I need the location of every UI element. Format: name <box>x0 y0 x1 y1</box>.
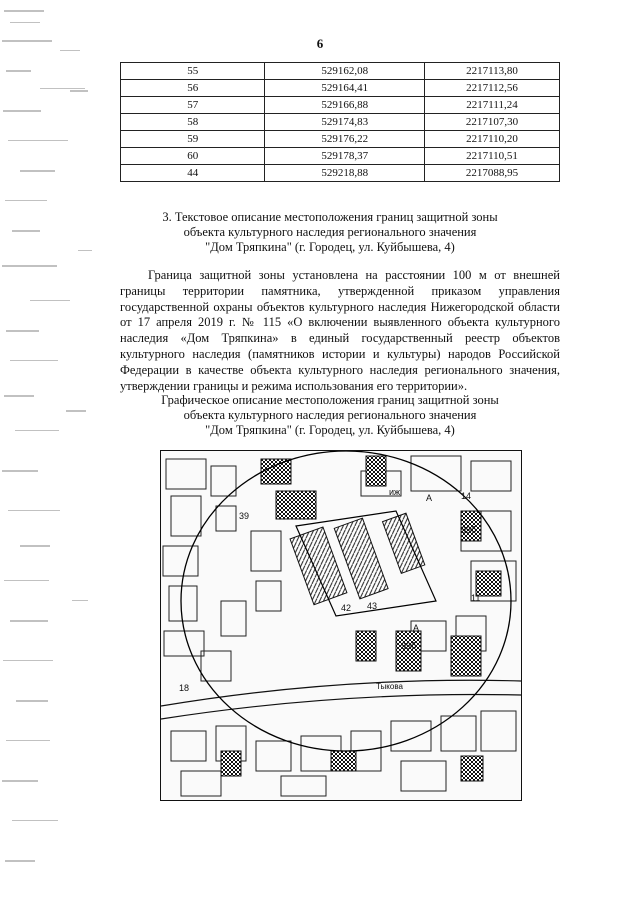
graphic-heading-line: объекта культурного наследия регионального значения <box>183 408 477 422</box>
x-coordinate-cell: 529174,83 <box>265 114 425 131</box>
y-coordinate-cell: 2217113,80 <box>425 63 560 80</box>
street-name-label: Тыкова <box>376 682 403 691</box>
cadastral-map-drawing <box>161 451 521 800</box>
table-row <box>121 131 560 148</box>
map-label-number: 99б <box>401 641 417 651</box>
map-point-label: 39 <box>239 511 250 521</box>
scan-speckles <box>2 10 92 862</box>
street-band <box>161 680 521 719</box>
protection-zone-map <box>160 450 522 801</box>
table-row <box>121 97 560 114</box>
point-number-cell: 56 <box>121 80 265 97</box>
map-label-number: 99б <box>461 525 477 535</box>
map-label-izh: иж <box>389 487 401 497</box>
point-number-cell: 57 <box>121 97 265 114</box>
table-row <box>121 63 560 80</box>
scan-edge-noise <box>0 0 110 905</box>
x-coordinate-cell: 529178,37 <box>265 148 425 165</box>
table-row <box>121 148 560 165</box>
section-3-heading-line: "Дом Тряпкина" (г. Городец, ул. Куйбышева, 4) <box>205 240 455 254</box>
page-number: 6 <box>316 36 324 51</box>
boundary-description-paragraph: Граница защитной зоны установлена на расстоянии 100 м от внешней границы территории памятника, утвержденной приказом управления государственной охраны объектов культурного наследия Нижегородской области от 17 апреля 2019 г. № 115 «О включении выявленного объекта культурного наследия «Дом Тряпкина» в единый государственный реестр объектов культурного наследия (памятников истории и культуры) народов Российской Федерации в качестве объекта культурного наследия регионального значения, утверждении границы и режима использования его территории». <box>120 268 560 393</box>
point-number-cell: 55 <box>121 63 265 80</box>
section-3-heading <box>130 210 530 255</box>
map-point-label: 18 <box>179 683 190 693</box>
map-point-label: 11 <box>471 593 481 603</box>
x-coordinate-cell: 529166,88 <box>265 97 425 114</box>
map-point-label: 14 <box>461 491 472 501</box>
x-coordinate-cell: 529164,41 <box>265 80 425 97</box>
table-row <box>121 114 560 131</box>
y-coordinate-cell: 2217111,24 <box>425 97 560 114</box>
graphic-description-heading <box>130 393 530 438</box>
section-3-heading-line: 3. Текстовое описание местоположения границ защитной зоны <box>162 210 498 224</box>
section-3-heading-line: объекта культурного наследия регионального значения <box>183 225 477 239</box>
y-coordinate-cell: 2217112,56 <box>425 80 560 97</box>
y-coordinate-cell: 2217110,51 <box>425 148 560 165</box>
x-coordinate-cell: 529162,08 <box>265 63 425 80</box>
point-number-cell: 60 <box>121 148 265 165</box>
point-number-cell: 44 <box>121 165 265 182</box>
coordinates-table <box>120 62 560 182</box>
map-point-label: 42 <box>341 603 352 613</box>
point-number-cell: 58 <box>121 114 265 131</box>
graphic-heading-line: "Дом Тряпкина" (г. Городец, ул. Куйбышева, 4) <box>205 423 455 437</box>
map-letter-label: А <box>426 493 433 503</box>
x-coordinate-cell: 529218,88 <box>265 165 425 182</box>
y-coordinate-cell: 2217107,30 <box>425 114 560 131</box>
table-row <box>121 165 560 182</box>
map-letter-label: А <box>413 623 420 633</box>
graphic-heading-line: Графическое описание местоположения границ защитной зоны <box>161 393 499 407</box>
lower-hatched-buildings <box>221 751 483 781</box>
y-coordinate-cell: 2217088,95 <box>425 165 560 182</box>
table-row <box>121 80 560 97</box>
y-coordinate-cell: 2217110,20 <box>425 131 560 148</box>
hatched-buildings <box>261 456 501 676</box>
map-point-label: 43 <box>367 601 378 611</box>
point-number-cell: 59 <box>121 131 265 148</box>
x-coordinate-cell: 529176,22 <box>265 131 425 148</box>
